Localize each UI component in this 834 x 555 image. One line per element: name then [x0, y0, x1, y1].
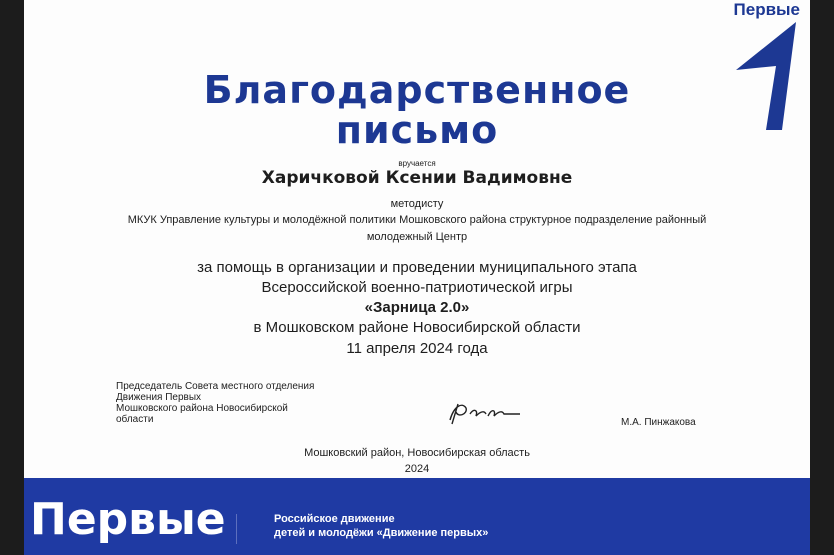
reason-line-3: в Мошковском районе Новосибирской области — [253, 319, 581, 336]
reason-line-1: за помощь в организации и проведении муниципального этапа — [197, 259, 637, 276]
signer-role-line-1: Председатель Совета местного отделения — [116, 381, 315, 392]
signer-name: М.А. Пинжакова — [621, 417, 696, 428]
organization-line-2: молодежный Центр — [366, 231, 468, 243]
title-line-2: письмо — [335, 108, 499, 152]
footer-line-2: детей и молодёжи «Движение первых» — [274, 527, 489, 539]
signer-role-line-3: Мошковского района Новосибирской — [116, 403, 288, 414]
logo-text: Первые — [733, 0, 800, 19]
signer-role-line-2: Движения Первых — [116, 392, 202, 403]
location: Мошковский район, Новосибирская область — [304, 447, 530, 459]
year: 2024 — [404, 463, 430, 475]
recipient-name: Харичковой Ксении Вадимовне — [261, 168, 573, 188]
position: методисту — [390, 198, 444, 210]
footer-banner — [24, 478, 810, 555]
title-line-1: Благодарственное — [203, 68, 631, 112]
awarded-label: вручается — [398, 159, 436, 168]
footer-description — [274, 512, 488, 540]
organization-line-1: МКУК Управление культуры и молодёжной политики Мошковского района структурное подразделение районный — [127, 214, 707, 226]
reason-line-2: Всероссийской военно-патриотической игры — [261, 279, 573, 296]
footer-line-1: Российское движение — [274, 513, 395, 525]
event-date: 11 апреля 2024 года — [346, 340, 488, 357]
handwritten-signature — [444, 398, 526, 428]
signer-role-line-4: области — [116, 414, 154, 425]
footer-divider — [236, 514, 237, 544]
letter-sheet — [24, 0, 810, 555]
footer-brand: Первые — [30, 494, 226, 545]
event-name: «Зарница 2.0» — [364, 299, 470, 316]
signer-role — [116, 381, 314, 425]
